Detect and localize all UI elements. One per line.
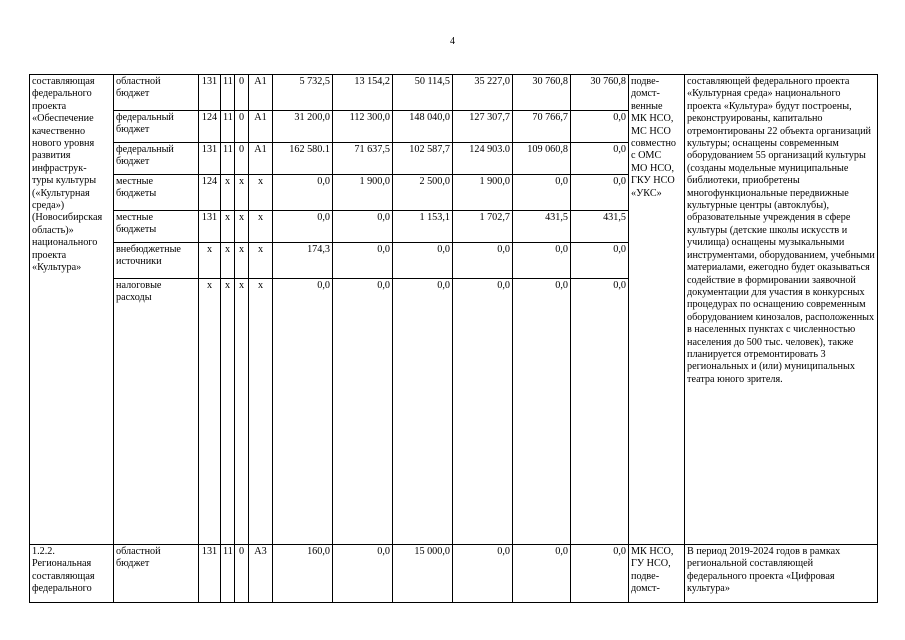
budget-code: x [249, 279, 273, 545]
funding-source: федеральный бюджет [114, 111, 199, 143]
amount-value: 0,0 [393, 279, 453, 545]
amount-value: 31 200,0 [273, 111, 333, 143]
budget-code: 124 [199, 175, 221, 211]
funding-source: областной бюджет [114, 75, 199, 111]
funding-source: местные бюджеты [114, 211, 199, 243]
amount-value: 1 900,0 [333, 175, 393, 211]
table-row [30, 545, 878, 603]
budget-code: 131 [199, 545, 221, 603]
amount-value: 0,0 [513, 545, 571, 603]
amount-value: 1 153,1 [393, 211, 453, 243]
budget-code: x [249, 175, 273, 211]
budget-code: x [221, 243, 235, 279]
amount-value: 15 000,0 [393, 545, 453, 603]
budget-code: x [235, 175, 249, 211]
budget-code: 11 [221, 75, 235, 111]
budget-code: x [199, 279, 221, 545]
amount-value: 70 766,7 [513, 111, 571, 143]
budget-code: 131 [199, 143, 221, 175]
budget-code: x [249, 243, 273, 279]
amount-value: 124 903.0 [453, 143, 513, 175]
budget-code: x [221, 175, 235, 211]
amount-value: 0,0 [571, 175, 629, 211]
activity-name: составляющая федерального проекта «Обеспечение качественно нового уровня развития инфраструк- туры культуры («Культурная среда») (Новосибирская область)» национального проекта «Культура» [30, 75, 114, 545]
funding-source: внебюджетные источники [114, 243, 199, 279]
budget-code: x [235, 211, 249, 243]
amount-value: 0,0 [333, 243, 393, 279]
amount-value: 0,0 [393, 243, 453, 279]
amount-value: 2 500,0 [393, 175, 453, 211]
amount-value: 50 114,5 [393, 75, 453, 111]
amount-value: 0,0 [513, 279, 571, 545]
budget-code: 11 [221, 545, 235, 603]
expected-result: В период 2019-2024 годов в рамках региональной составляющей федерального проекта «Цифровая культура» [685, 545, 878, 603]
budget-code: 131 [199, 75, 221, 111]
activity-name: 1.2.2. Региональная составляющая федерального [30, 545, 114, 603]
budget-code: A1 [249, 75, 273, 111]
amount-value: 35 227,0 [453, 75, 513, 111]
funding-source: налоговые расходы [114, 279, 199, 545]
budget-code: 0 [235, 75, 249, 111]
amount-value: 162 580.1 [273, 143, 333, 175]
amount-value: 174,3 [273, 243, 333, 279]
amount-value: 30 760,8 [571, 75, 629, 111]
budget-code: x [199, 243, 221, 279]
amount-value: 0,0 [453, 279, 513, 545]
amount-value: 0,0 [333, 211, 393, 243]
budget-code: 0 [235, 111, 249, 143]
funding-source: областной бюджет [114, 545, 199, 603]
amount-value: 0,0 [333, 279, 393, 545]
amount-value: 431,5 [513, 211, 571, 243]
amount-value: 112 300,0 [333, 111, 393, 143]
executors: подве- домст- венные МК НСО, МС НСО совместно с ОМС МО НСО, ГКУ НСО «УКС» [629, 75, 685, 545]
amount-value: 0,0 [571, 243, 629, 279]
amount-value: 71 637,5 [333, 143, 393, 175]
amount-value: 102 587,7 [393, 143, 453, 175]
budget-code: A3 [249, 545, 273, 603]
amount-value: 0,0 [273, 175, 333, 211]
table-row [30, 75, 878, 111]
budget-code: x [249, 211, 273, 243]
budget-code: A1 [249, 143, 273, 175]
amount-value: 0,0 [571, 279, 629, 545]
amount-value: 0,0 [571, 111, 629, 143]
amount-value: 160,0 [273, 545, 333, 603]
budget-code: A1 [249, 111, 273, 143]
funding-source: федеральный бюджет [114, 143, 199, 175]
budget-code: 0 [235, 545, 249, 603]
budget-table [29, 74, 878, 603]
amount-value: 0,0 [273, 211, 333, 243]
budget-code: 0 [235, 143, 249, 175]
page-number: 4 [450, 36, 455, 47]
amount-value: 109 060,8 [513, 143, 571, 175]
amount-value: 0,0 [571, 545, 629, 603]
budget-code: 11 [221, 143, 235, 175]
amount-value: 127 307,7 [453, 111, 513, 143]
budget-code: x [221, 279, 235, 545]
amount-value: 1 702,7 [453, 211, 513, 243]
amount-value: 0,0 [513, 175, 571, 211]
budget-code: x [221, 211, 235, 243]
amount-value: 13 154,2 [333, 75, 393, 111]
amount-value: 0,0 [333, 545, 393, 603]
amount-value: 431,5 [571, 211, 629, 243]
amount-value: 5 732,5 [273, 75, 333, 111]
amount-value: 0,0 [513, 243, 571, 279]
budget-code: 124 [199, 111, 221, 143]
budget-code: 131 [199, 211, 221, 243]
amount-value: 30 760,8 [513, 75, 571, 111]
amount-value: 0,0 [453, 545, 513, 603]
amount-value: 1 900,0 [453, 175, 513, 211]
expected-result: составляющей федерального проекта «Культурная среда» национального проекта «Культура» будут построены, реконструированы, капитально отремонтированы 22 объекта организаций культуры; оснащены современным оборудованием 55 организаций культуры (созданы модельные муниципальные библиотеки, приобретены многофункциональные передвижные культурные центры (автоклубы), образовательные учреждения в сфере культуры (детские школы искусств и училища) оснащены музыкальными инструментами, оборудованием, учебными материалами, ежегодно будет оказываться содействие в формировании заявочной документации для участия в конкурсных процедурах по оснащению современным оборудованием кинозалов, расположенных в населенных пунктах с численностью населения до 500 тыс. человек), также планируется отремонтировать 3 региональных и (или) муниципальных театра юного зрителя. [685, 75, 878, 545]
budget-code: x [235, 243, 249, 279]
funding-source: местные бюджеты [114, 175, 199, 211]
budget-code: 11 [221, 111, 235, 143]
amount-value: 0,0 [273, 279, 333, 545]
amount-value: 148 040,0 [393, 111, 453, 143]
executors: МК НСО, ГУ НСО, подве- домст- [629, 545, 685, 603]
amount-value: 0,0 [571, 143, 629, 175]
amount-value: 0,0 [453, 243, 513, 279]
budget-code: x [235, 279, 249, 545]
